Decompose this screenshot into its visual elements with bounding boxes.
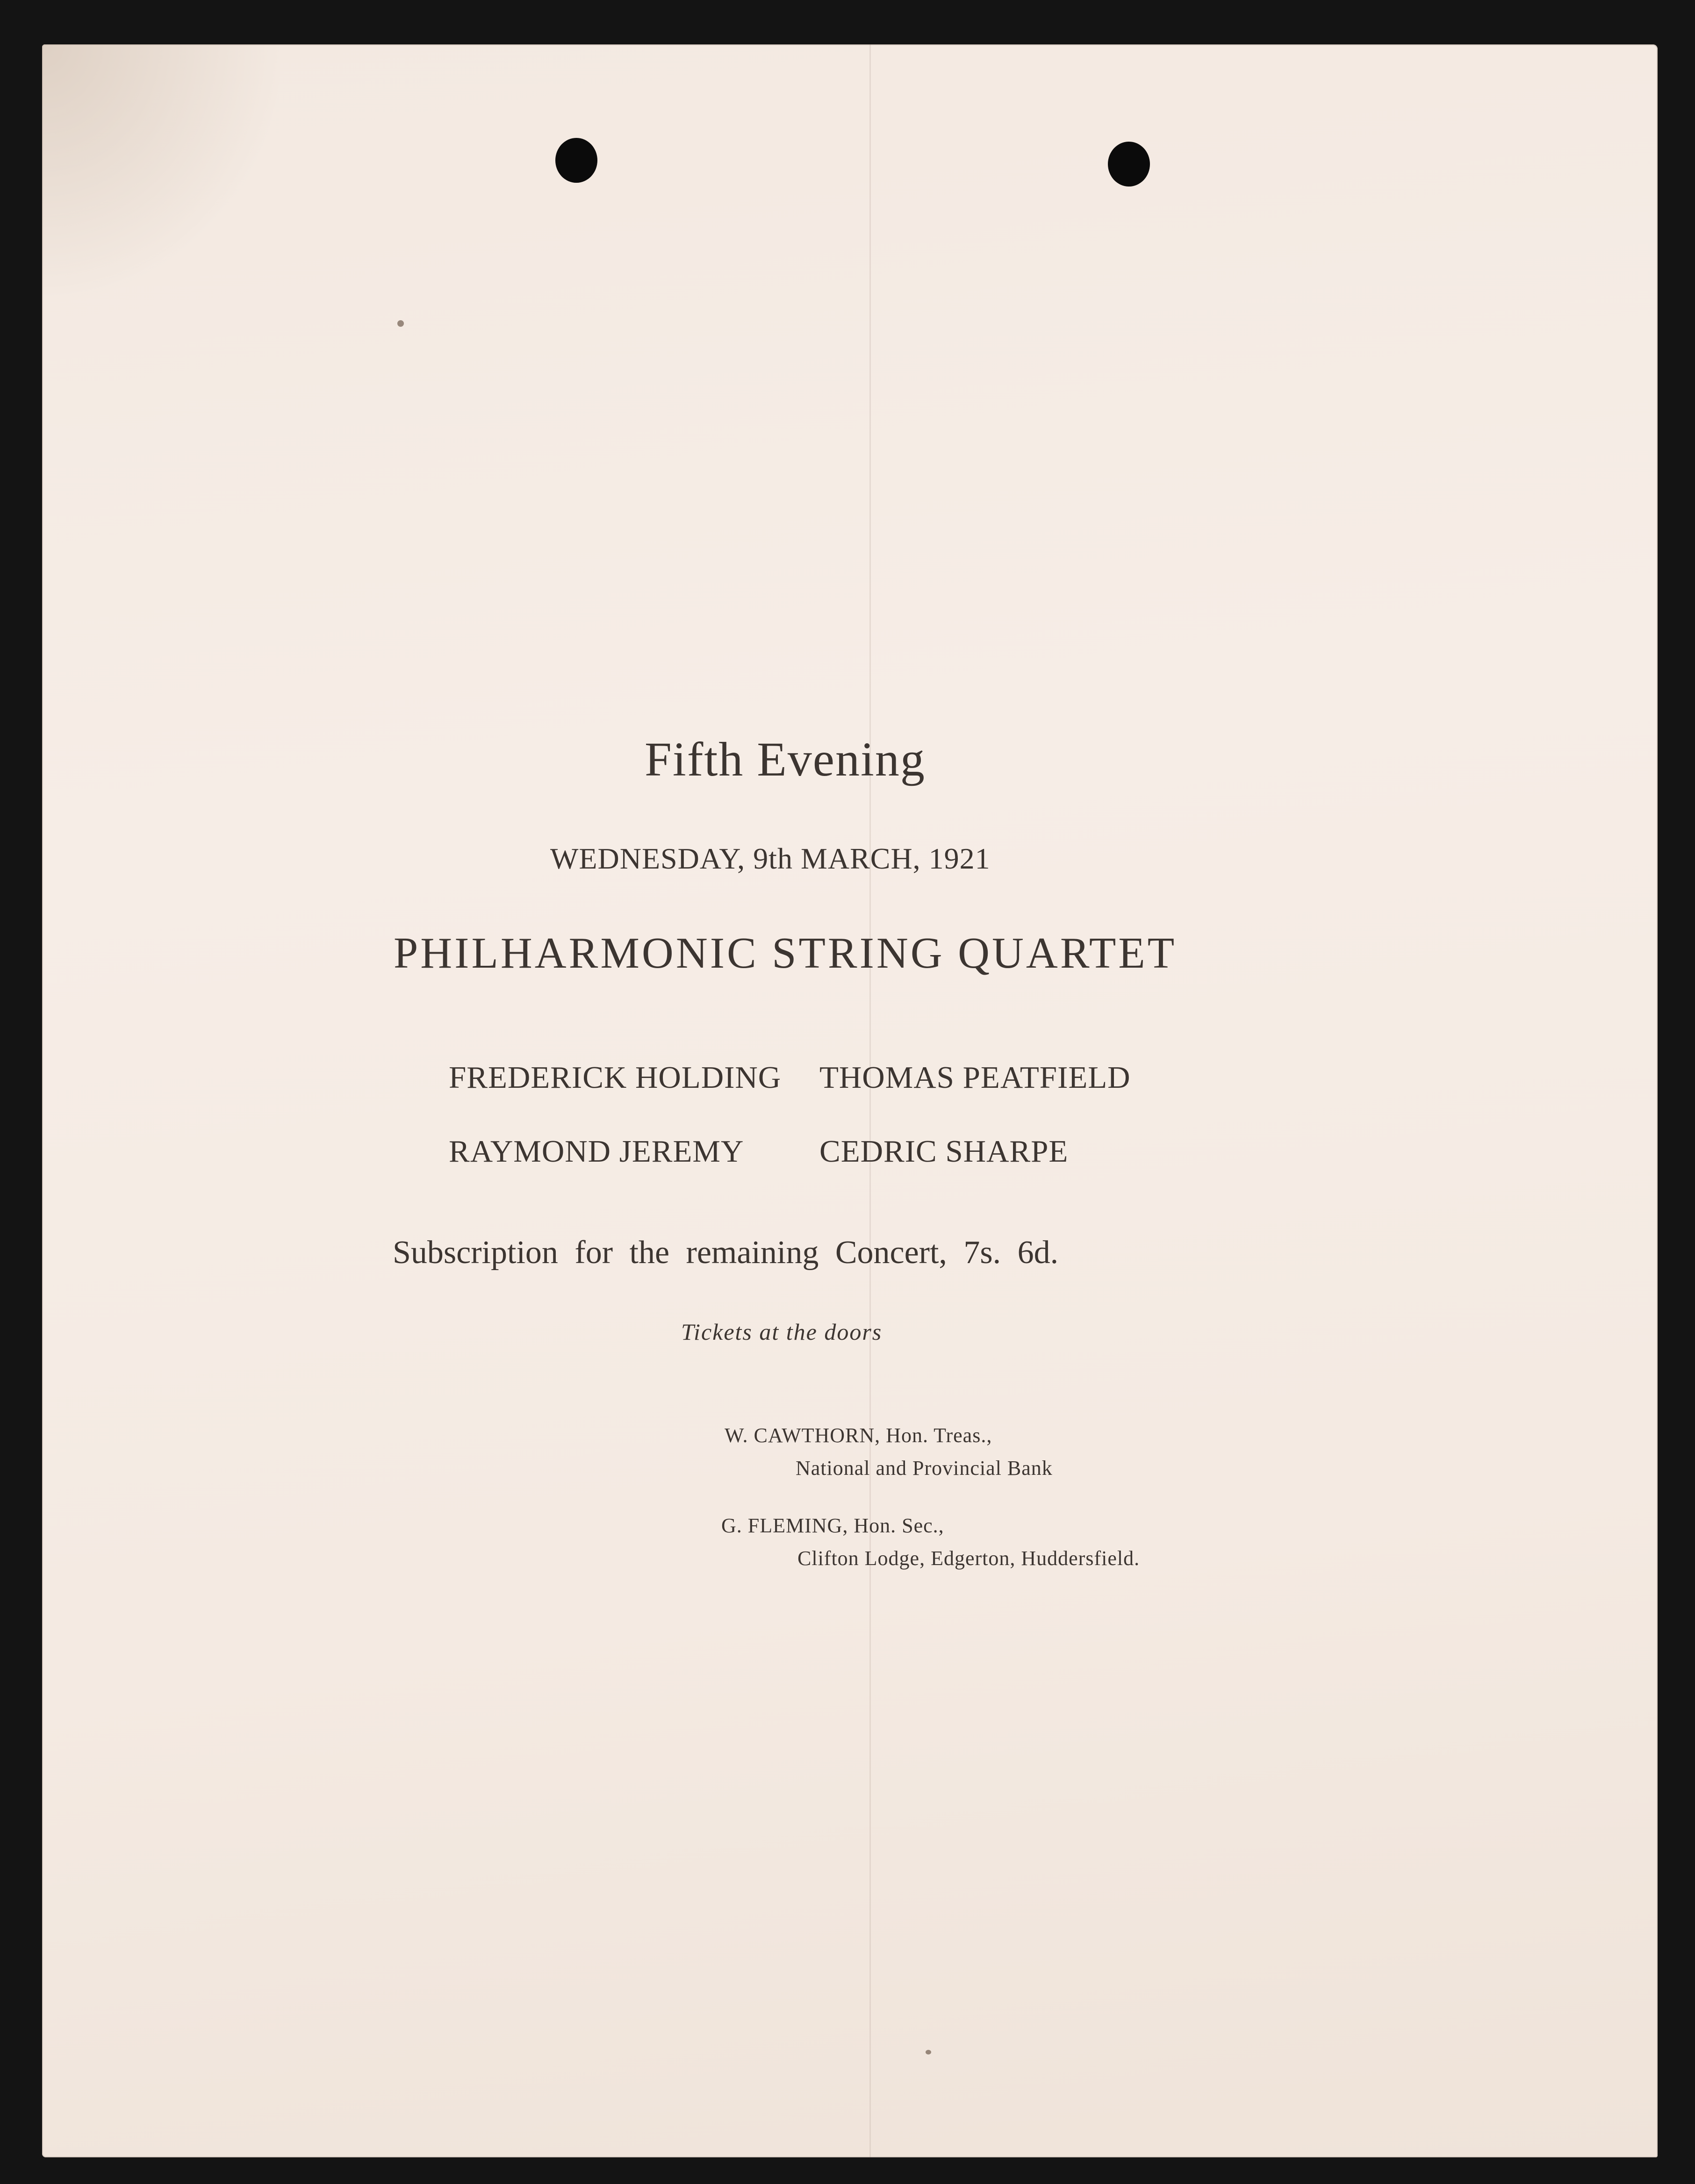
treasurer-name: W. CAWTHORN, Hon. Treas., bbox=[725, 1424, 992, 1447]
member-name: CEDRIC SHARPE bbox=[819, 1134, 1069, 1169]
tickets-note: Tickets at the doors bbox=[681, 1319, 883, 1345]
secretary-address: Clifton Lodge, Edgerton, Huddersfield. bbox=[797, 1547, 1140, 1570]
member-name: RAYMOND JEREMY bbox=[449, 1134, 744, 1169]
paper-wear bbox=[42, 44, 285, 306]
member-name: FREDERICK HOLDING bbox=[449, 1060, 782, 1095]
ink-spot bbox=[926, 2050, 931, 2055]
programme-sheet bbox=[42, 44, 1658, 2157]
subscription-notice: Subscription for the remaining Concert, 7s. 6d. bbox=[393, 1235, 1059, 1271]
punch-hole-left bbox=[555, 138, 597, 183]
secretary-name: G. FLEMING, Hon. Sec., bbox=[721, 1514, 944, 1537]
concert-date: WEDNESDAY, 9th MARCH, 1921 bbox=[550, 842, 991, 875]
fold-crease bbox=[869, 44, 871, 2157]
ink-spot bbox=[397, 320, 404, 327]
treasurer-address: National and Provincial Bank bbox=[796, 1457, 1053, 1480]
ensemble-name: PHILHARMONIC STRING QUARTET bbox=[394, 929, 1177, 977]
punch-hole-right bbox=[1108, 142, 1150, 187]
programme-title: Fifth Evening bbox=[645, 733, 926, 786]
member-name: THOMAS PEATFIELD bbox=[819, 1060, 1131, 1095]
